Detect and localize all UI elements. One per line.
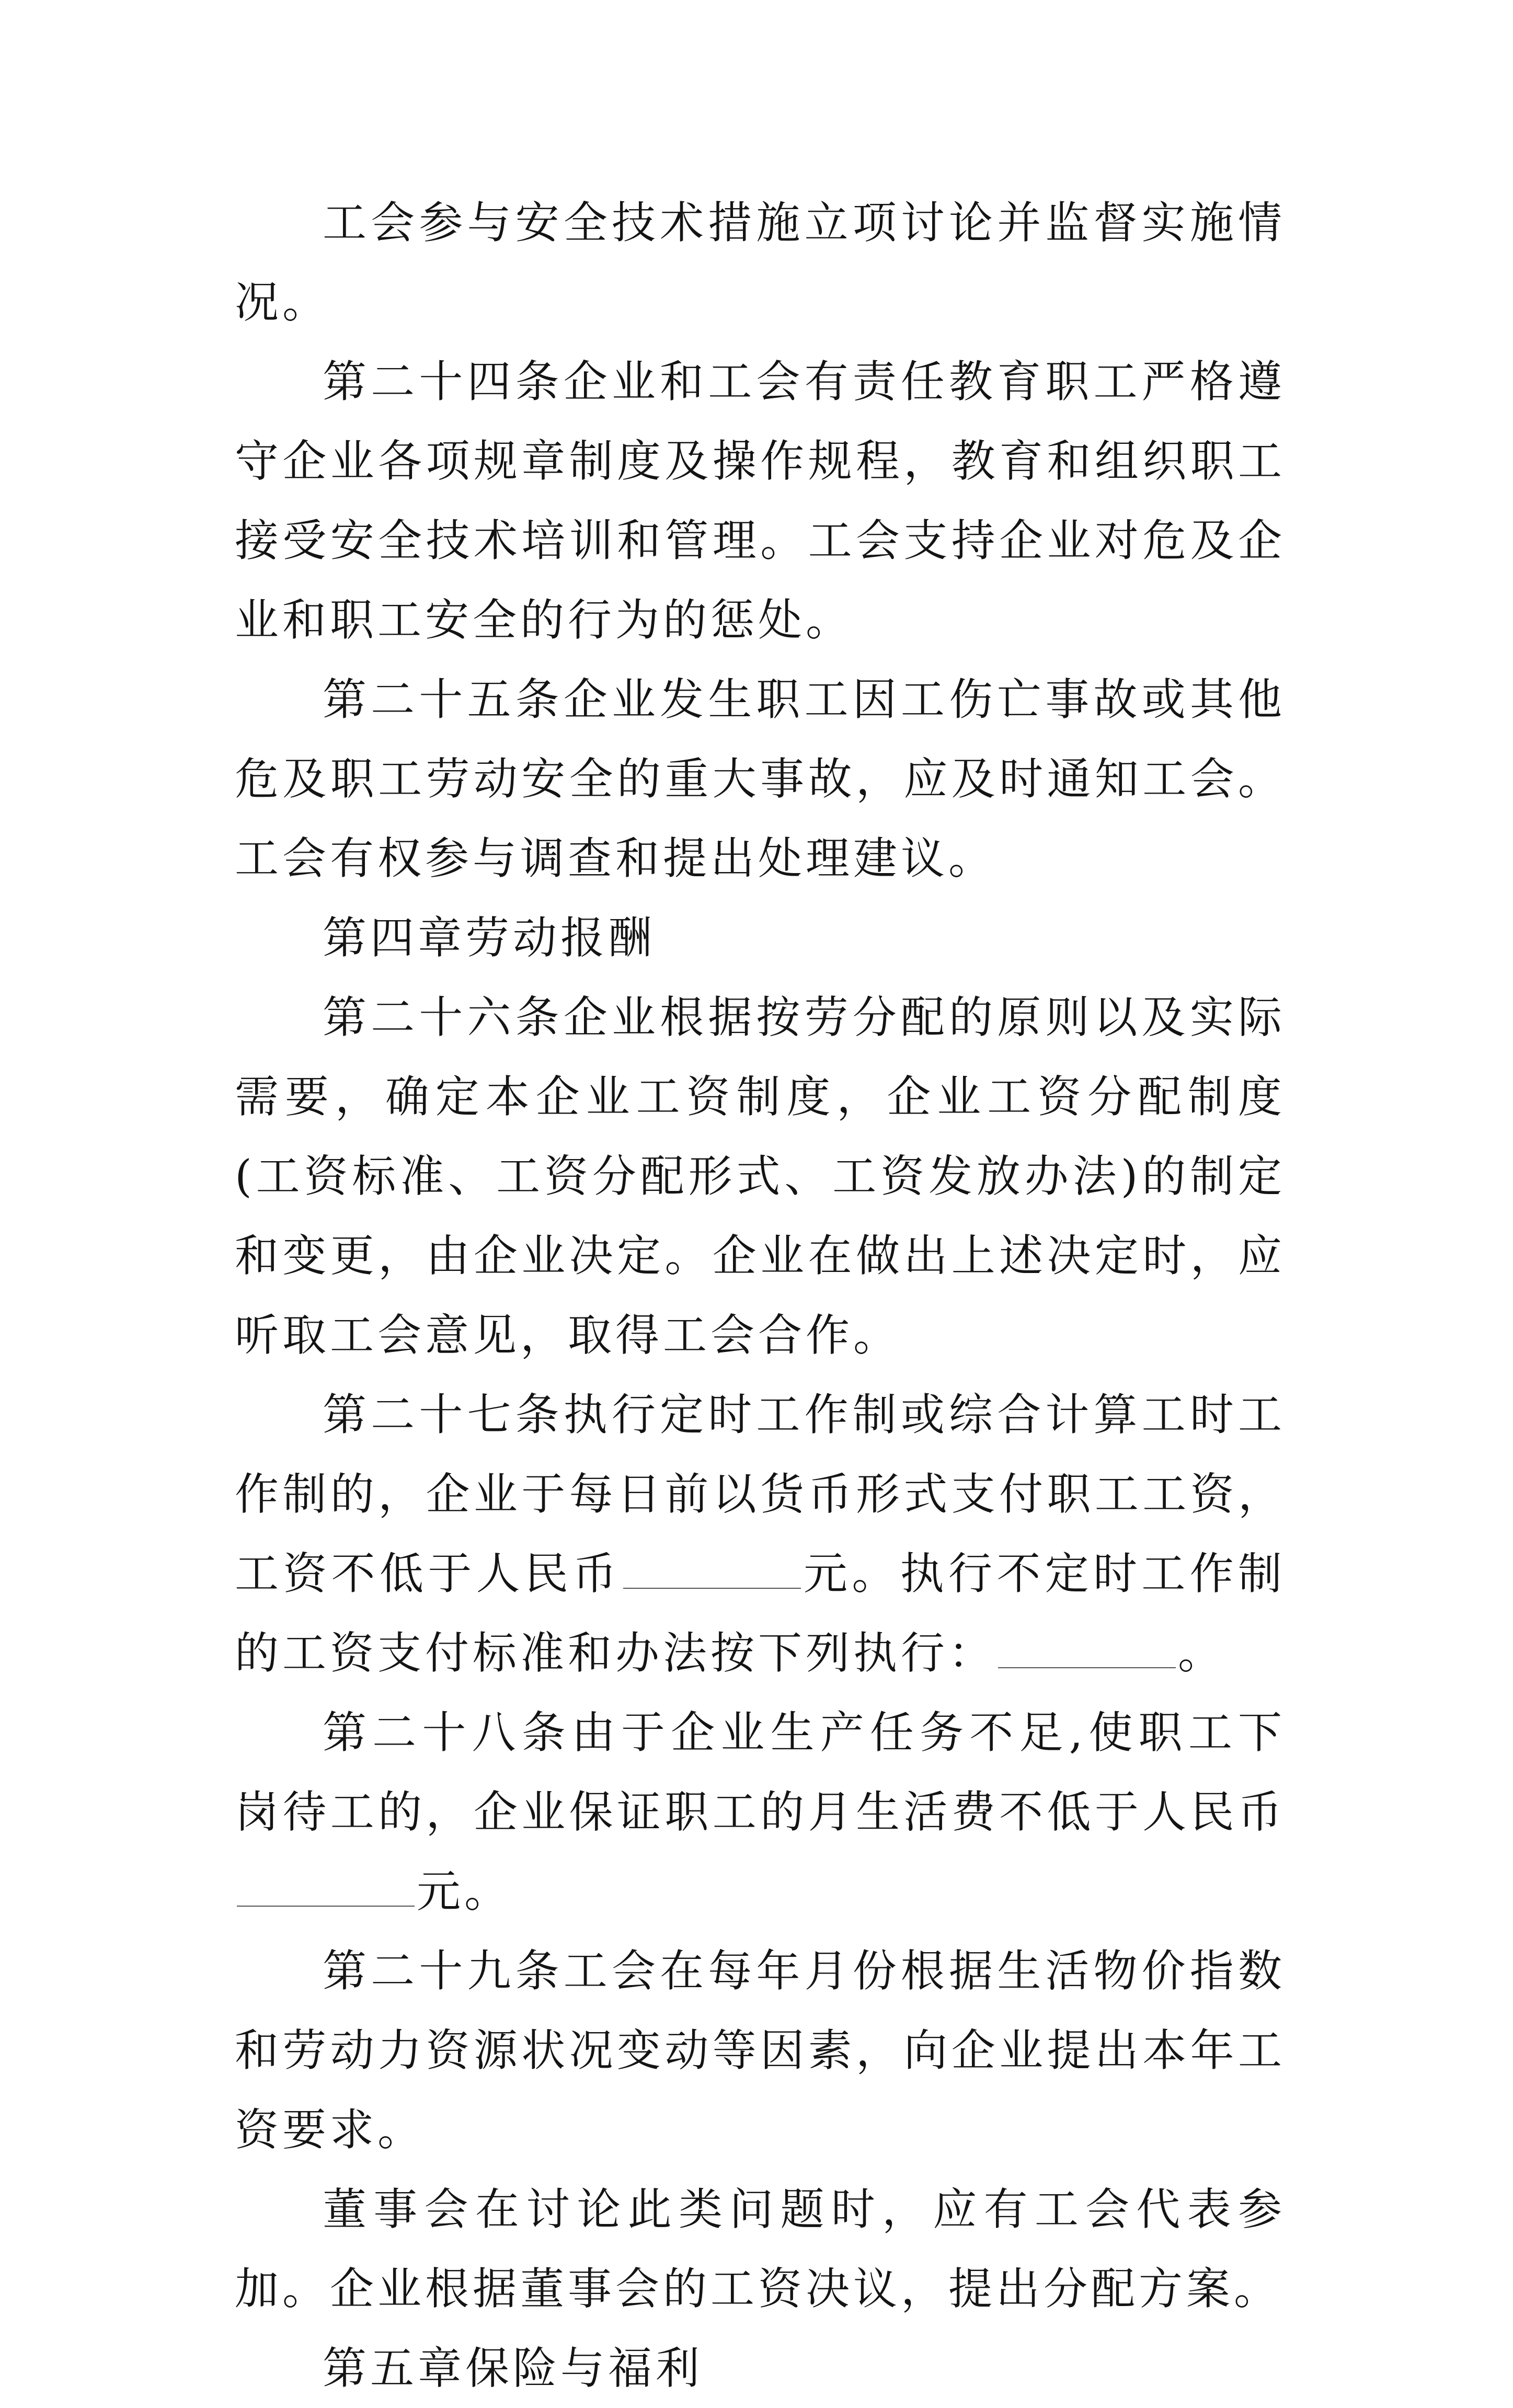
fill-in-blank-pay-method[interactable] <box>998 1645 1176 1668</box>
paragraph-text: 。 <box>1178 1627 1226 1679</box>
paragraph-text: 第二十五条企业发生职工因工伤亡事故或其他危及职工劳动安全的重大事故，应及时通知工会。工会有权参与调查和提出处理建议。 <box>235 674 1286 884</box>
paragraph-text: 工会参与安全技术措施立项讨论并监督实施情况。 <box>235 197 1286 328</box>
article-28 <box>235 1693 1286 1931</box>
article-24 <box>235 342 1286 660</box>
paragraph-text: 元。执行不定时工作制的工资支付标准和办法按下列执行： <box>235 1548 1286 1679</box>
paragraph-text: 第二十七条执行定时工作制或综合计算工时工作制的，企业于每日前以货币形式支付职工工资，工资不低于人民币 <box>235 1389 1286 1599</box>
paragraph-text: 元。 <box>417 1866 512 1917</box>
paragraph-text: 第二十九条工会在每年月份根据生活物价指数和劳动力资源状况变动等因素，向企业提出本年工资要求。 <box>235 1945 1286 2155</box>
fill-in-blank-wage-amount[interactable] <box>623 1566 801 1589</box>
paragraph-text: 董事会在讨论此类问题时，应有工会代表参加。企业根据董事会的工资决议，提出分配方案。 <box>235 2184 1286 2314</box>
article-27 <box>235 1375 1286 1693</box>
paragraph-safety-measures <box>235 183 1286 342</box>
paragraph-board-discussion <box>235 2170 1286 2329</box>
chapter-4-heading <box>235 898 1286 978</box>
article-26 <box>235 978 1286 1375</box>
document-body <box>235 183 1286 2408</box>
fill-in-blank-living-allowance[interactable] <box>237 1884 415 1907</box>
paragraph-text: 第二十四条企业和工会有责任教育职工严格遵守企业各项规章制度及操作规程，教育和组织职工接受安全技术培训和管理。工会支持企业对危及企业和职工安全的行为的惩处。 <box>235 356 1286 646</box>
article-29 <box>235 1931 1286 2170</box>
chapter-5-heading <box>235 2329 1286 2408</box>
paragraph-text: 第二十八条由于企业生产任务不足,使职工下岗待工的，企业保证职工的月生活费不低于人民币 <box>235 1707 1286 1838</box>
paragraph-text: 第二十六条企业根据按劳分配的原则以及实际需要，确定本企业工资制度，企业工资分配制度(工资标准、工资分配形式、工资发放办法)的制定和变更，由企业决定。企业在做出上述决定时，应听取工会意见，取得工会合作。 <box>235 992 1286 1361</box>
chapter-title: 第四章劳动报酬 <box>323 912 656 964</box>
article-25 <box>235 660 1286 898</box>
chapter-title: 第五章保险与福利 <box>323 2343 704 2394</box>
